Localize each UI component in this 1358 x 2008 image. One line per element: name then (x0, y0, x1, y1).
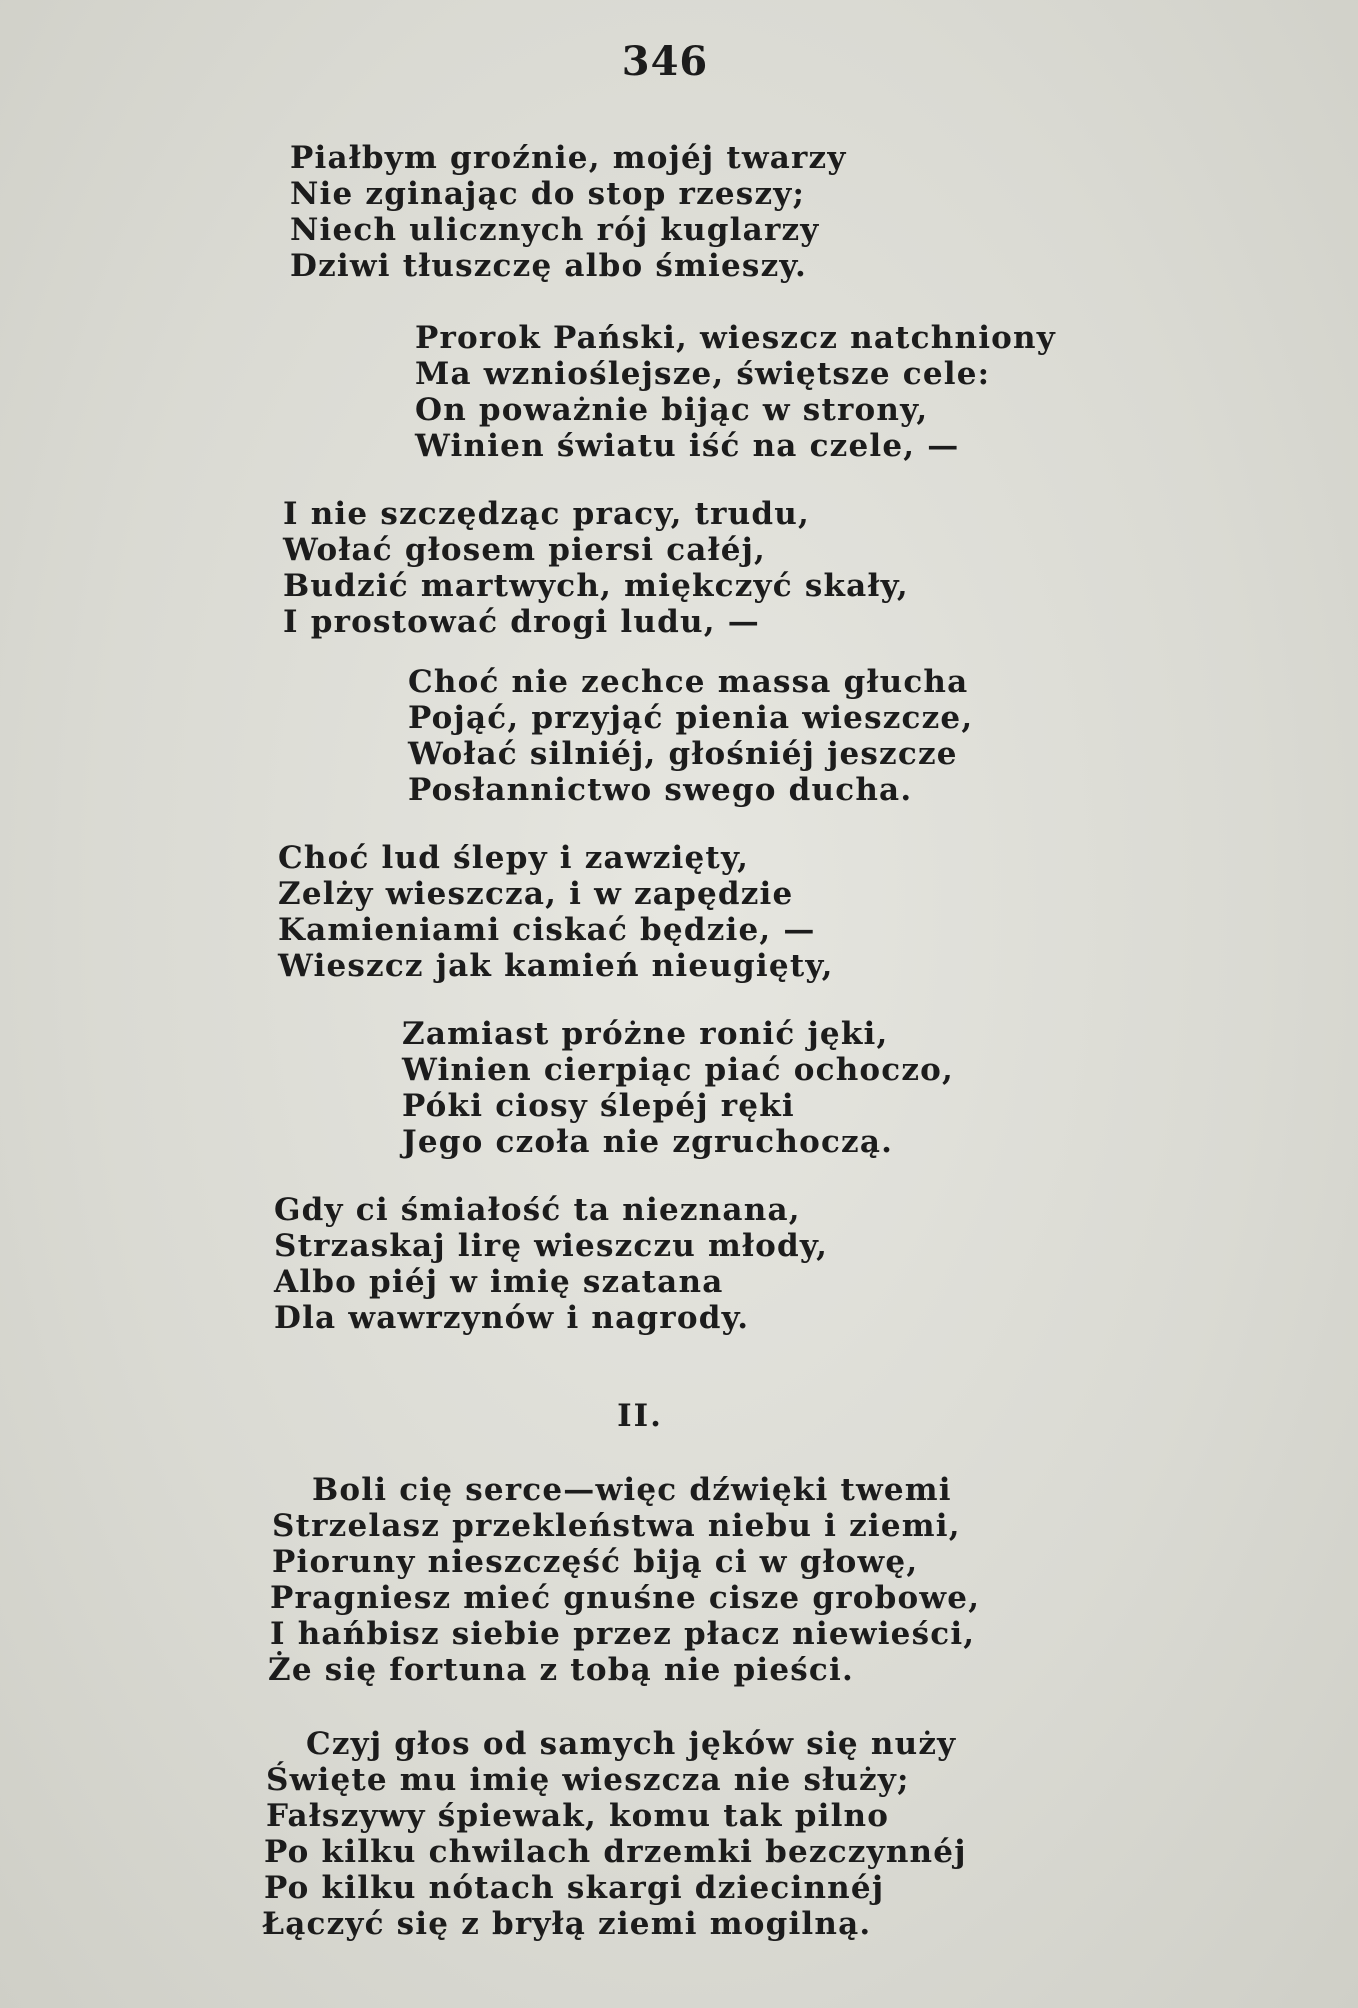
poem-line: Jego czoła nie zgruchoczą. (402, 1124, 894, 1160)
poem-line: Ma wznioślejsze, świętsze cele: (415, 356, 991, 392)
section-heading: II. (617, 1398, 663, 1434)
poem-line: Gdy ci śmiałość ta nieznana, (274, 1192, 801, 1228)
poem-line: Choć lud ślepy i zawzięty, (278, 840, 750, 876)
poem-line: Albo piéj w imię szatana (274, 1264, 724, 1300)
poem-line: Wołać silniéj, głośniéj jeszcze (408, 736, 958, 772)
poem-line: I prostować drogi ludu, — (283, 604, 760, 640)
poem-line: Strzaskaj lirę wieszczu młody, (274, 1228, 829, 1264)
poem-line: Dziwi tłuszczę albo śmieszy. (290, 248, 808, 284)
poem-line: Nie zginając do stop rzeszy; (290, 176, 806, 212)
poem-line: Zamiast próżne ronić jęki, (402, 1016, 889, 1052)
poem-line: Pragniesz mieć gnuśne cisze grobowe, (270, 1580, 981, 1616)
page-number: 346 (621, 38, 709, 85)
poem-line: Niech ulicznych rój kuglarzy (290, 212, 820, 248)
poem-line: On poważnie bijąc w strony, (415, 392, 929, 428)
poem-line: Po kilku nótach skargi dziecinnéj (264, 1870, 885, 1906)
poem-line: Boli cię serce—więc dźwięki twemi (312, 1472, 952, 1508)
poem-line: Posłannictwo swego ducha. (408, 772, 913, 808)
poem-line: Wieszcz jak kamień nieugięty, (278, 948, 834, 984)
poem-line: Czyj głos od samych jęków się nuży (306, 1726, 957, 1762)
poem-line: Winien cierpiąc piać ochoczo, (402, 1052, 955, 1088)
poem-line: Że się fortuna z tobą nie pieści. (268, 1652, 854, 1688)
poem-line: Łączyć się z bryłą ziemi mogilną. (262, 1906, 872, 1942)
poem-line: Święte mu imię wieszcza nie służy; (266, 1762, 910, 1798)
poem-line: Pioruny nieszczęść biją ci w głowę, (272, 1544, 919, 1580)
poem-line: Dla wawrzynów i nagrody. (274, 1300, 750, 1336)
poem-line: Strzelasz przekleństwa niebu i ziemi, (272, 1508, 961, 1544)
poem-line: Po kilku chwilach drzemki bezczynnéj (264, 1834, 967, 1870)
poem-line: Pojąć, przyjąć pienia wieszcze, (408, 700, 974, 736)
poem-line: I hańbisz siebie przez płacz niewieści, (270, 1616, 976, 1652)
poem-line: Wołać głosem piersi całéj, (283, 532, 767, 568)
poem-line: Piałbym groźnie, mojéj twarzy (290, 140, 847, 176)
poem-line: Prorok Pański, wieszcz natchniony (415, 320, 1057, 356)
poem-line: Fałszywy śpiewak, komu tak pilno (266, 1798, 890, 1834)
poem-line: I nie szczędząc pracy, trudu, (283, 496, 811, 532)
poem-line: Zelży wieszcza, i w zapędzie (278, 876, 794, 912)
poem-line: Choć nie zechce massa głucha (408, 664, 969, 700)
poem-line: Kamieniami ciskać będzie, — (278, 912, 816, 948)
poem-line: Póki ciosy ślepéj ręki (402, 1088, 795, 1124)
poem-line: Winien światu iść na czele, — (415, 428, 960, 464)
poem-line: Budzić martwych, miękczyć skały, (283, 568, 909, 604)
